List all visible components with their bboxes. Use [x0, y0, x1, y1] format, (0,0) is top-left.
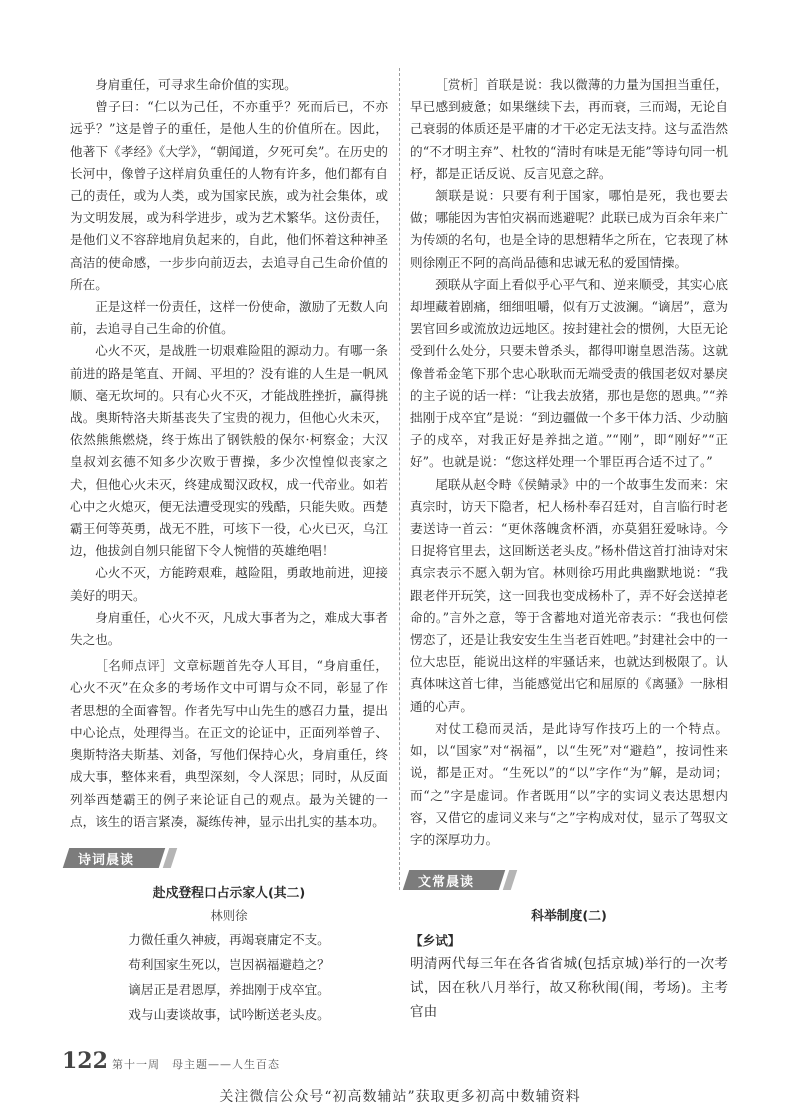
right-column	[410, 74, 728, 1024]
appreciation-paragraph: 尾联从赵令畤《侯鲭录》中的一个故事生发而来：宋真宗时，访天下隐者，杞人杨朴奉召廷对，自言临行时老妻送诗一首云：“更休落魄贪杯酒，亦莫猖狂爱咏诗。今日捉将官里去，这回断送老头皮。”杨朴借这首打油诗对宋真宗表示不愿入朝为官。林则徐巧用此典幽默地说：“我跟老伴开玩笑，这一回我也变成杨朴了，弄不好会送掉老命的。”言外之意，等于含蓄地对道光帝表示：“我也何偿愣恋了，还是让我安安生生当老百姓吧。”封建社会中的一位大忠臣，能说出这样的牢骚话来，也就达到极限了。认真体味这首七律，当能感觉出它和屈原的《离骚》一脉相通的心声。	[410, 476, 728, 714]
poem-line: 力微任重久神疲，再竭衰庸定不支。	[128, 931, 330, 947]
teacher-review	[70, 655, 388, 833]
review-text: 文章标题首先夺人耳目，“身肩重任，心火不灭”在众多的考场作文中可谓与众不同，彰显了作者思想的全面睿智。作者先写中山先生的感召力量，提出中心论点，处理得当。在正文的论证中，正面列举曾子、奥斯特洛夫斯基、刘备，写他们保持心火，身肩重任，终成大事，整体来看，典型深刻，令人深思；同时，从反面列举西楚霸王的例子来论证自己的观点。最为关键的一点，该生的语言紧凑，凝练传神，显示出扎实的基本功。	[70, 658, 388, 829]
poem-line: 苟利国家生死以，岂因祸福避趋之？	[128, 956, 330, 972]
banner-accent	[503, 870, 517, 890]
essay-paragraph: 正是这样一份责任，这样一份使命，激励了无数人向前，去追寻自己生命的价值。	[70, 299, 388, 337]
poem-author: 林则徐	[210, 907, 248, 923]
essay-paragraph: 心火不灭，方能跨艰难，越险阻，勇敢地前进，迎接美好的明天。	[70, 565, 388, 603]
essay-paragraph: 曾子曰：“仁以为己任，不亦重乎？死而后已，不亦远乎？”这是曾子的重任，是他人生的价值所在。因此，他著下《孝经》《大学》，“朝闻道，夕死可矣”。在历史的长河中，像曾子这样肩负重任的人物有许多，他们都有自己的责任，或为人类，或为国家民族，或为社会集体，或为文明发展，或为科学进步，或为艺术繁华。这份责任，是他们义不容辞地肩负起来的，自此，他们怀着这种神圣高洁的使命感，一步步向前迈去，去追寻自己生命价值的所在。	[70, 99, 388, 292]
essay-paragraph: 身肩重任，可寻求生命价值的实现。	[95, 77, 297, 92]
article-text: 明清两代每三年在各省省城(包括京城)举行的一次考试，因在秋八月举行，故又称秋闱(闱，考场)。主考官由	[410, 956, 728, 1021]
appreciation-tag: ［赏析］	[435, 77, 487, 92]
footer-text: 第十一周 母主题——人生百态	[112, 1058, 280, 1071]
banner-accent	[163, 848, 177, 868]
appreciation-paragraph: 颔联是说：只要有利于国家，哪怕是死，我也要去做；哪能因为害怕灾祸而逃避呢？此联已成为百余年来广为传颂的名句，也是全诗的思想精华之所在，它表现了林则徐刚正不阿的高尚品德和忠诚无私的爱国情操。	[410, 188, 728, 270]
column-divider	[399, 68, 400, 890]
left-column	[70, 74, 388, 1027]
essay-paragraph: 身肩重任，心火不灭，凡成大事者为之，难成大事者失之也。	[70, 609, 388, 648]
section-banner-poetry	[66, 845, 186, 871]
section-banner-literature	[406, 867, 526, 893]
promo-note: 关注微信公众号“初高数辅站”获取更多初高中数辅资料	[219, 1089, 581, 1105]
section-label: 诗词晨读	[78, 852, 135, 868]
essay-paragraph: 心火不灭，是战胜一切艰难险阻的源动力。有哪一条前进的路是笔直、开阔、平坦的？没有谁的人生是一帆风顺、毫无坎坷的。只有心火不灭，才能战胜挫折，赢得挑战。奥斯特洛夫斯基丧失了宝贵的视力，但他心火未灭，依然熊熊燃烧，终于炼出了钢铁般的保尔·柯察金；大汉皇叔刘玄德不知多少次败于曹操，多少次惶惶似丧家之犬，但他心火未灭，终建成蜀汉政权，成一代帝业。如若心中之火熄灭，便无法遭受现实的残酷，只能失败。西楚霸王何等英勇，战无不胜，可垓下一役，心火已灭，乌江边，他拔剑自刎只能留下令人惋惜的英雄绝唱！	[70, 343, 388, 559]
sub-heading: 【乡试】	[410, 933, 461, 949]
appreciation-text: 首联是说：我以微薄的力量为国担当重任，早已感到疲惫；如果继续下去，再而衰，三而竭，无论自己衰弱的体质还是平庸的才干必定无法支持。这与孟浩然的“不才明主弃”、杜牧的“清时有味是无能”等诗句同一机杼，都是正话反说、反言见意之辞。	[410, 77, 729, 181]
poem-line: 谪居正是君恩厚，养拙刚于戍卒宜。	[128, 981, 330, 997]
poem-title: 赴戍登程口占示家人(其二)	[152, 885, 306, 901]
appreciation-paragraph: 颈联从字面上看似乎心平气和、逆来顺受，其实心底却埋藏着剧痛，细细咀嚼，似有万丈波澜。“谪居”，意为罢官回乡或流放边远地区。按封建社会的惯例，大臣无论受到什么处分，只要未曾杀头，都得叩谢皇恩浩荡。这就像普希金笔下那个忠心耿耿而无端受责的俄国老奴对暴戾的主子说的话一样：“让我去放猪，那也是您的恩典。”“养拙刚于戍卒宜”是说：“到边疆做一个多干体力活、少动脑子的戍卒，对我正好是养拙之道。”“刚”，即“刚好”“正好”。也就是说：“您这样处理一个罪臣再合适不过了。”	[410, 276, 728, 470]
page-footer	[62, 1048, 742, 1074]
article-title: 科举制度(二)	[531, 909, 607, 925]
poem-line: 戏与山妻谈故事，试吟断送老头皮。	[128, 1006, 330, 1022]
appreciation-paragraph: 对仗工稳而灵活，是此诗写作技巧上的一个特点。如，以“国家”对“祸福”，以“生死”对“避趋”，按词性来说，都是正对。“生死以”的“以”字作“为”解，是动词；而“之”字是虚词。作者既用“以”字的实词义表达思想内容，又借它的虚词义来与“之”字构成对仗，显示了驾驭文字的深厚功力。	[410, 720, 728, 847]
review-tag: ［名师点评］	[95, 658, 174, 674]
page-number: 122	[62, 1048, 108, 1074]
appreciation-paragraph	[410, 74, 728, 185]
section-label: 文常晨读	[418, 875, 475, 891]
